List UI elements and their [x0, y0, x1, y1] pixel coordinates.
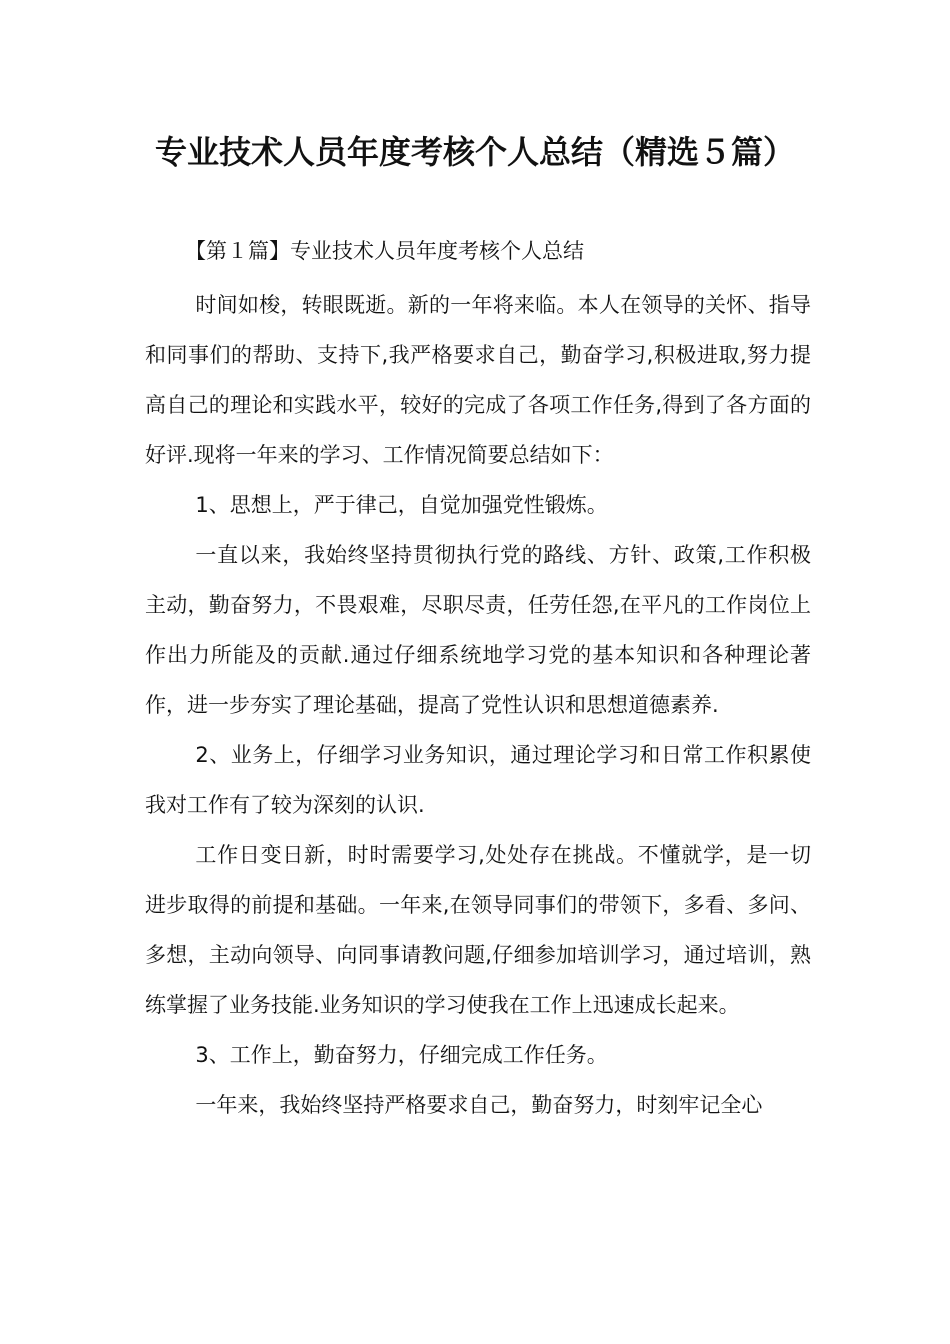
paragraph-point-1-heading: 1、思想上，严于律己，自觉加强党性锻炼。 — [195, 493, 608, 517]
paragraph-point-2-heading: 2、业务上，仔细学习业务知识，通过理论学习和日常工作积累使我对工作有了较为深刻的认识. — [145, 743, 811, 817]
document-title: 专业技术人员年度考核个人总结（精选５篇） — [154, 133, 795, 171]
document-body — [145, 280, 811, 1130]
paragraph-point-3-body: 一年来，我始终坚持严格要求自己，勤奋努力，时刻牢记全心 — [195, 1093, 763, 1117]
paragraph-intro: 时间如梭，转眼既逝。新的一年将来临。本人在领导的关怀、指导和同事们的帮助、支持下,我严格要求自己，勤奋学习,积极进取,努力提高自己的理论和实践水平，较好的完成了各项工作任务,得到了各方面的好评.现将一年来的学习、工作情况简要总结如下： — [145, 293, 811, 467]
paragraph-point-2-body: 工作日变日新，时时需要学习,处处存在挑战。不懂就学，是一切进步取得的前提和基础。一年来,在领导同事们的带领下，多看、多问、多想，主动向领导、向同事请教问题,仔细参加培训学习，通过培训，熟练掌握了业务技能.业务知识的学习使我在工作上迅速成长起来。 — [145, 843, 811, 1017]
paragraph-point-1-body: 一直以来，我始终坚持贯彻执行党的路线、方针、政策,工作积极主动，勤奋努力，不畏艰难，尽职尽责，任劳任怨,在平凡的工作岗位上作出力所能及的贡献.通过仔细系统地学习党的基本知识和各种理论著作，进一步夯实了理论基础，提高了党性认识和思想道德素养. — [145, 543, 811, 717]
paragraph-point-3-heading: 3、工作上，勤奋努力，仔细完成工作任务。 — [195, 1043, 608, 1067]
section-heading: 【第１篇】专业技术人员年度考核个人总结 — [185, 239, 584, 263]
